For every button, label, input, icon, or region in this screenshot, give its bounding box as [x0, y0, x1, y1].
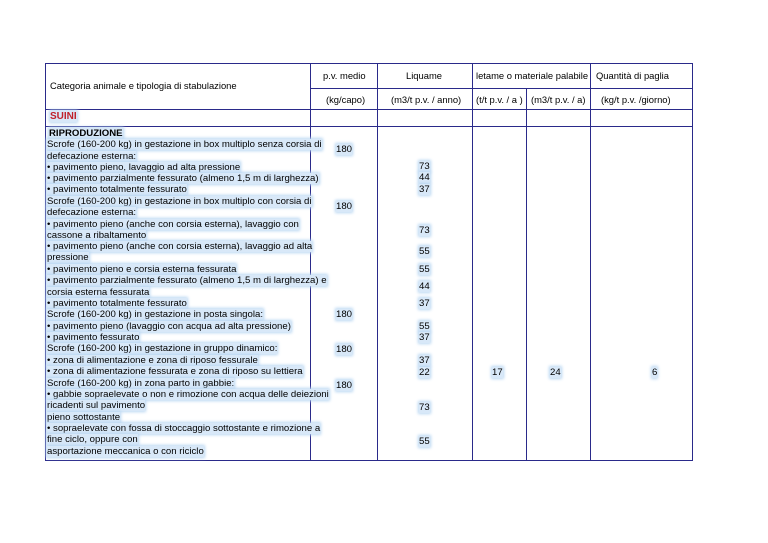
col-divider-2: [377, 63, 378, 461]
header-letame-unit-m3: (m3/t p.v. / a): [531, 94, 586, 105]
description-line: • pavimento totalmente fessurato: [47, 184, 187, 195]
liquame-value: 73: [419, 225, 430, 236]
description-line: Scrofe (160-200 kg) in gestazione in box multiplo senza corsia di: [47, 139, 322, 150]
liquame-value: 37: [419, 298, 430, 309]
description-line: Scrofe (160-200 kg) in gestazione in posta singola:: [47, 309, 263, 320]
pv-value: 180: [336, 380, 353, 391]
description-line: • pavimento parzialmente fessurato (almeno 1,5 m di larghezza) e: [47, 275, 327, 286]
liquame-value: 44: [419, 172, 430, 183]
col-divider-4: [526, 88, 527, 461]
liquame-value: 44: [419, 281, 430, 292]
col-divider-3: [472, 63, 473, 461]
description-line: fine ciclo, oppure con: [47, 434, 138, 445]
description-line: • pavimento pieno e corsia esterna fessurata: [47, 264, 237, 275]
description-line: cassone a ribaltamento: [47, 230, 147, 241]
liquame-value: 37: [419, 355, 430, 366]
description-line: • pavimento pieno (anche con corsia esterna), lavaggio ad alta: [47, 241, 313, 252]
header-bottom-line: [45, 109, 693, 110]
description-line: • zona di alimentazione fessurata e zona di riposo su lettiera: [47, 366, 303, 377]
description-line: asportazione meccanica o con riciclo: [47, 446, 204, 457]
header-liquame-unit: (m3/t p.v. / anno): [391, 94, 462, 105]
header-pv-medio: p.v. medio: [323, 70, 366, 81]
description-line: • gabbie sopraelevate o non e rimozione con acqua delle deiezioni: [47, 389, 329, 400]
description-line: pressione: [47, 252, 89, 263]
liquame-value: 55: [419, 264, 430, 275]
subsection-title: RIPRODUZIONE: [49, 128, 123, 139]
liquame-value: 22: [419, 367, 430, 378]
liquame-value: 37: [419, 332, 430, 343]
paglia-value: 6: [652, 367, 658, 378]
pv-value: 180: [336, 309, 353, 320]
liquame-value: 55: [419, 436, 430, 447]
section-divider: [45, 126, 693, 127]
col-divider-1: [310, 63, 311, 461]
letame-t-value: 17: [492, 367, 503, 378]
liquame-value: 73: [419, 402, 430, 413]
description-line: defecazione esterna:: [47, 207, 137, 218]
description-line: • pavimento pieno (lavaggio con acqua ad alta pressione): [47, 321, 291, 332]
description-line: pieno sottostante: [47, 412, 121, 423]
header-letame-unit-t: (t/t p.v. / a ): [476, 94, 523, 105]
pv-value: 180: [336, 201, 353, 212]
header-letame: letame o materiale palabile: [476, 70, 589, 81]
header-category: Categoria animale e tipologia di stabulazione: [50, 80, 237, 91]
description-line: • pavimento fessurato: [47, 332, 140, 343]
description-line: • zona di alimentazione e zona di riposo fessurale: [47, 355, 258, 366]
pv-value: 180: [336, 344, 353, 355]
description-line: • pavimento pieno, lavaggio ad alta pressione: [47, 162, 241, 173]
header-paglia-unit: (kg/t p.v. /giorno): [601, 94, 671, 105]
description-line: Scrofe (160-200 kg) in zona parto in gabbie:: [47, 378, 235, 389]
section-title: SUINI: [50, 111, 77, 122]
description-line: Scrofe (160-200 kg) in gestazione in gruppo dinamico:: [47, 343, 278, 354]
col-divider-5: [590, 63, 591, 461]
liquame-value: 55: [419, 321, 430, 332]
letame-m3-value: 24: [550, 367, 561, 378]
description-line: • pavimento parzialmente fessurato (almeno 1,5 m di larghezza): [47, 173, 319, 184]
liquame-value: 55: [419, 246, 430, 257]
description-line: Scrofe (160-200 kg) in gestazione in box multiplo con corsia di: [47, 196, 312, 207]
description-line: corsia esterna fessurata: [47, 287, 150, 298]
header-pv-medio-unit: (kg/capo): [326, 94, 366, 105]
description-line: • sopraelevate con fossa di stoccaggio sottostante e rimozione a: [47, 423, 321, 434]
description-line: defecazione esterna:: [47, 151, 137, 162]
header-liquame: Liquame: [406, 70, 442, 81]
description-line: • pavimento pieno (anche con corsia esterna), lavaggio con: [47, 219, 299, 230]
header-paglia: Quantità di paglia: [596, 70, 669, 81]
description-line: • pavimento totalmente fessurato: [47, 298, 187, 309]
pv-value: 180: [336, 144, 353, 155]
description-line: ricadenti sul pavimento: [47, 400, 146, 411]
liquame-value: 37: [419, 184, 430, 195]
header-divider: [310, 88, 693, 89]
liquame-value: 73: [419, 161, 430, 172]
